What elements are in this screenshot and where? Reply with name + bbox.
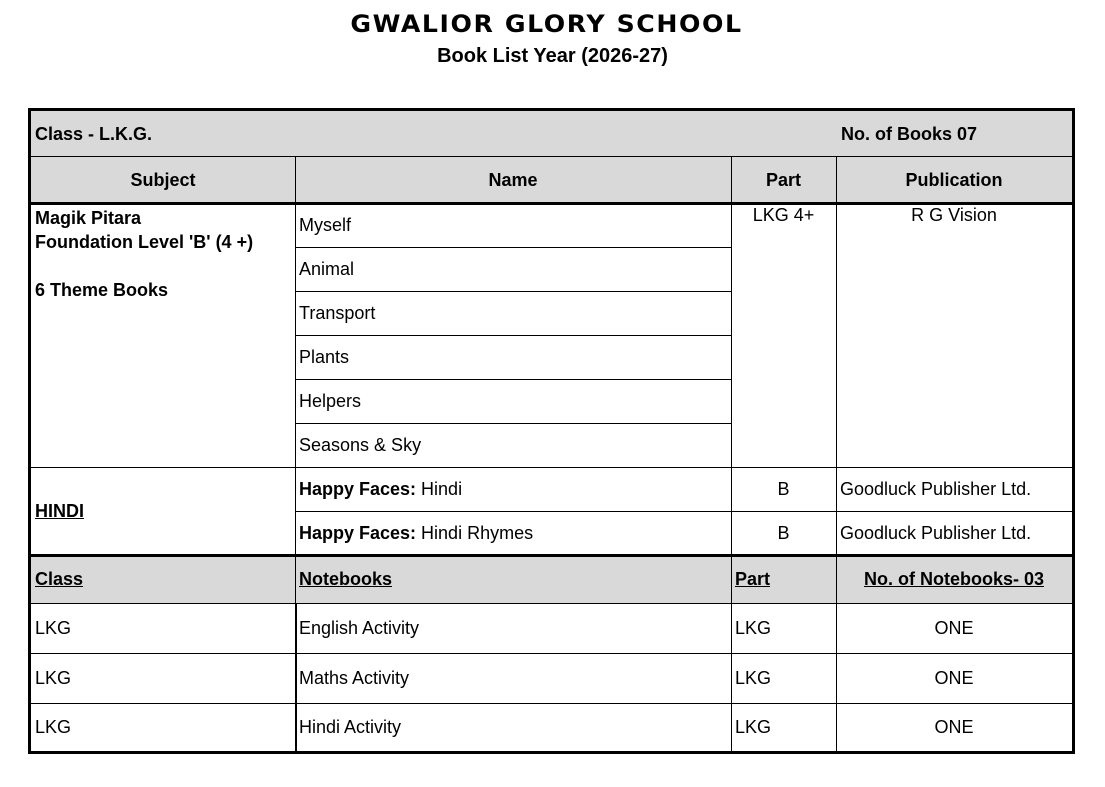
book-name: Myself — [299, 214, 352, 235]
nb-part: LKG — [735, 716, 772, 737]
book-list-table — [28, 108, 1075, 754]
series-name: Happy Faces: — [299, 478, 417, 499]
divider — [295, 511, 1072, 512]
divider — [836, 157, 837, 751]
nb-name: English Activity — [299, 617, 420, 638]
divider — [31, 467, 1072, 468]
subject-magik-pitara — [31, 203, 295, 467]
divider — [295, 247, 731, 248]
col-header-name: Name — [295, 157, 731, 203]
nb-header-part: Part — [731, 555, 836, 603]
part-lkg: LKG 4+ — [752, 205, 815, 225]
divider — [295, 157, 296, 603]
divider — [31, 554, 1072, 557]
title-name: Hindi — [416, 478, 463, 499]
col-header-part: Part — [731, 157, 836, 203]
divider — [731, 157, 732, 751]
book-name: Seasons & Sky — [299, 434, 422, 455]
nb-count: ONE — [934, 667, 974, 688]
book-name: Transport — [299, 302, 376, 323]
school-name: GWALIOR GLORY SCHOOL — [350, 10, 743, 38]
book-name: Helpers — [299, 390, 362, 411]
subject-line-3: 6 Theme Books — [35, 280, 169, 300]
nb-part: LKG — [735, 617, 772, 638]
divider — [31, 703, 1072, 704]
subject-hindi: HINDI — [35, 500, 84, 521]
nb-part: LKG — [735, 667, 772, 688]
nb-class: LKG — [35, 716, 72, 737]
publication-goodluck: Goodluck Publisher Ltd. — [840, 522, 1032, 543]
book-name: Plants — [299, 346, 350, 367]
publication-rg-vision: R G Vision — [911, 205, 997, 225]
subject-line-2: Foundation Level 'B' (4 +) — [35, 232, 254, 252]
part-b: B — [777, 522, 790, 543]
divider — [31, 156, 1072, 157]
subject-line-1: Magik Pitara — [35, 208, 142, 228]
book-name: Animal — [299, 258, 355, 279]
books-count — [809, 111, 1009, 157]
divider — [295, 335, 731, 336]
part-b: B — [777, 478, 790, 499]
divider — [295, 603, 297, 751]
divider — [295, 291, 731, 292]
nb-count: ONE — [934, 617, 974, 638]
col-header-subject: Subject — [31, 157, 295, 203]
book-list-year: Book List Year (2026-27) — [437, 45, 668, 67]
divider — [31, 653, 1072, 654]
divider — [295, 423, 731, 424]
nb-name: Hindi Activity — [299, 716, 402, 737]
col-header-publication: Publication — [836, 157, 1072, 203]
divider — [295, 379, 731, 380]
nb-header-notebooks: Notebooks — [295, 555, 731, 603]
books-count-label: No. of Books 07 — [841, 123, 978, 144]
class-label: Class - L.K.G. — [35, 123, 153, 144]
divider — [31, 202, 1072, 205]
title-name: Hindi Rhymes — [416, 522, 534, 543]
nb-class: LKG — [35, 617, 72, 638]
nb-header-count: No. of Notebooks- 03 — [836, 555, 1072, 603]
nb-count: ONE — [934, 716, 974, 737]
divider — [31, 603, 1072, 604]
series-name: Happy Faces: — [299, 522, 417, 543]
book-name — [295, 511, 731, 555]
nb-class: LKG — [35, 667, 72, 688]
nb-name: Maths Activity — [299, 667, 410, 688]
nb-header-class: Class — [31, 555, 295, 603]
publication-goodluck: Goodluck Publisher Ltd. — [840, 478, 1032, 499]
book-name — [295, 467, 731, 511]
